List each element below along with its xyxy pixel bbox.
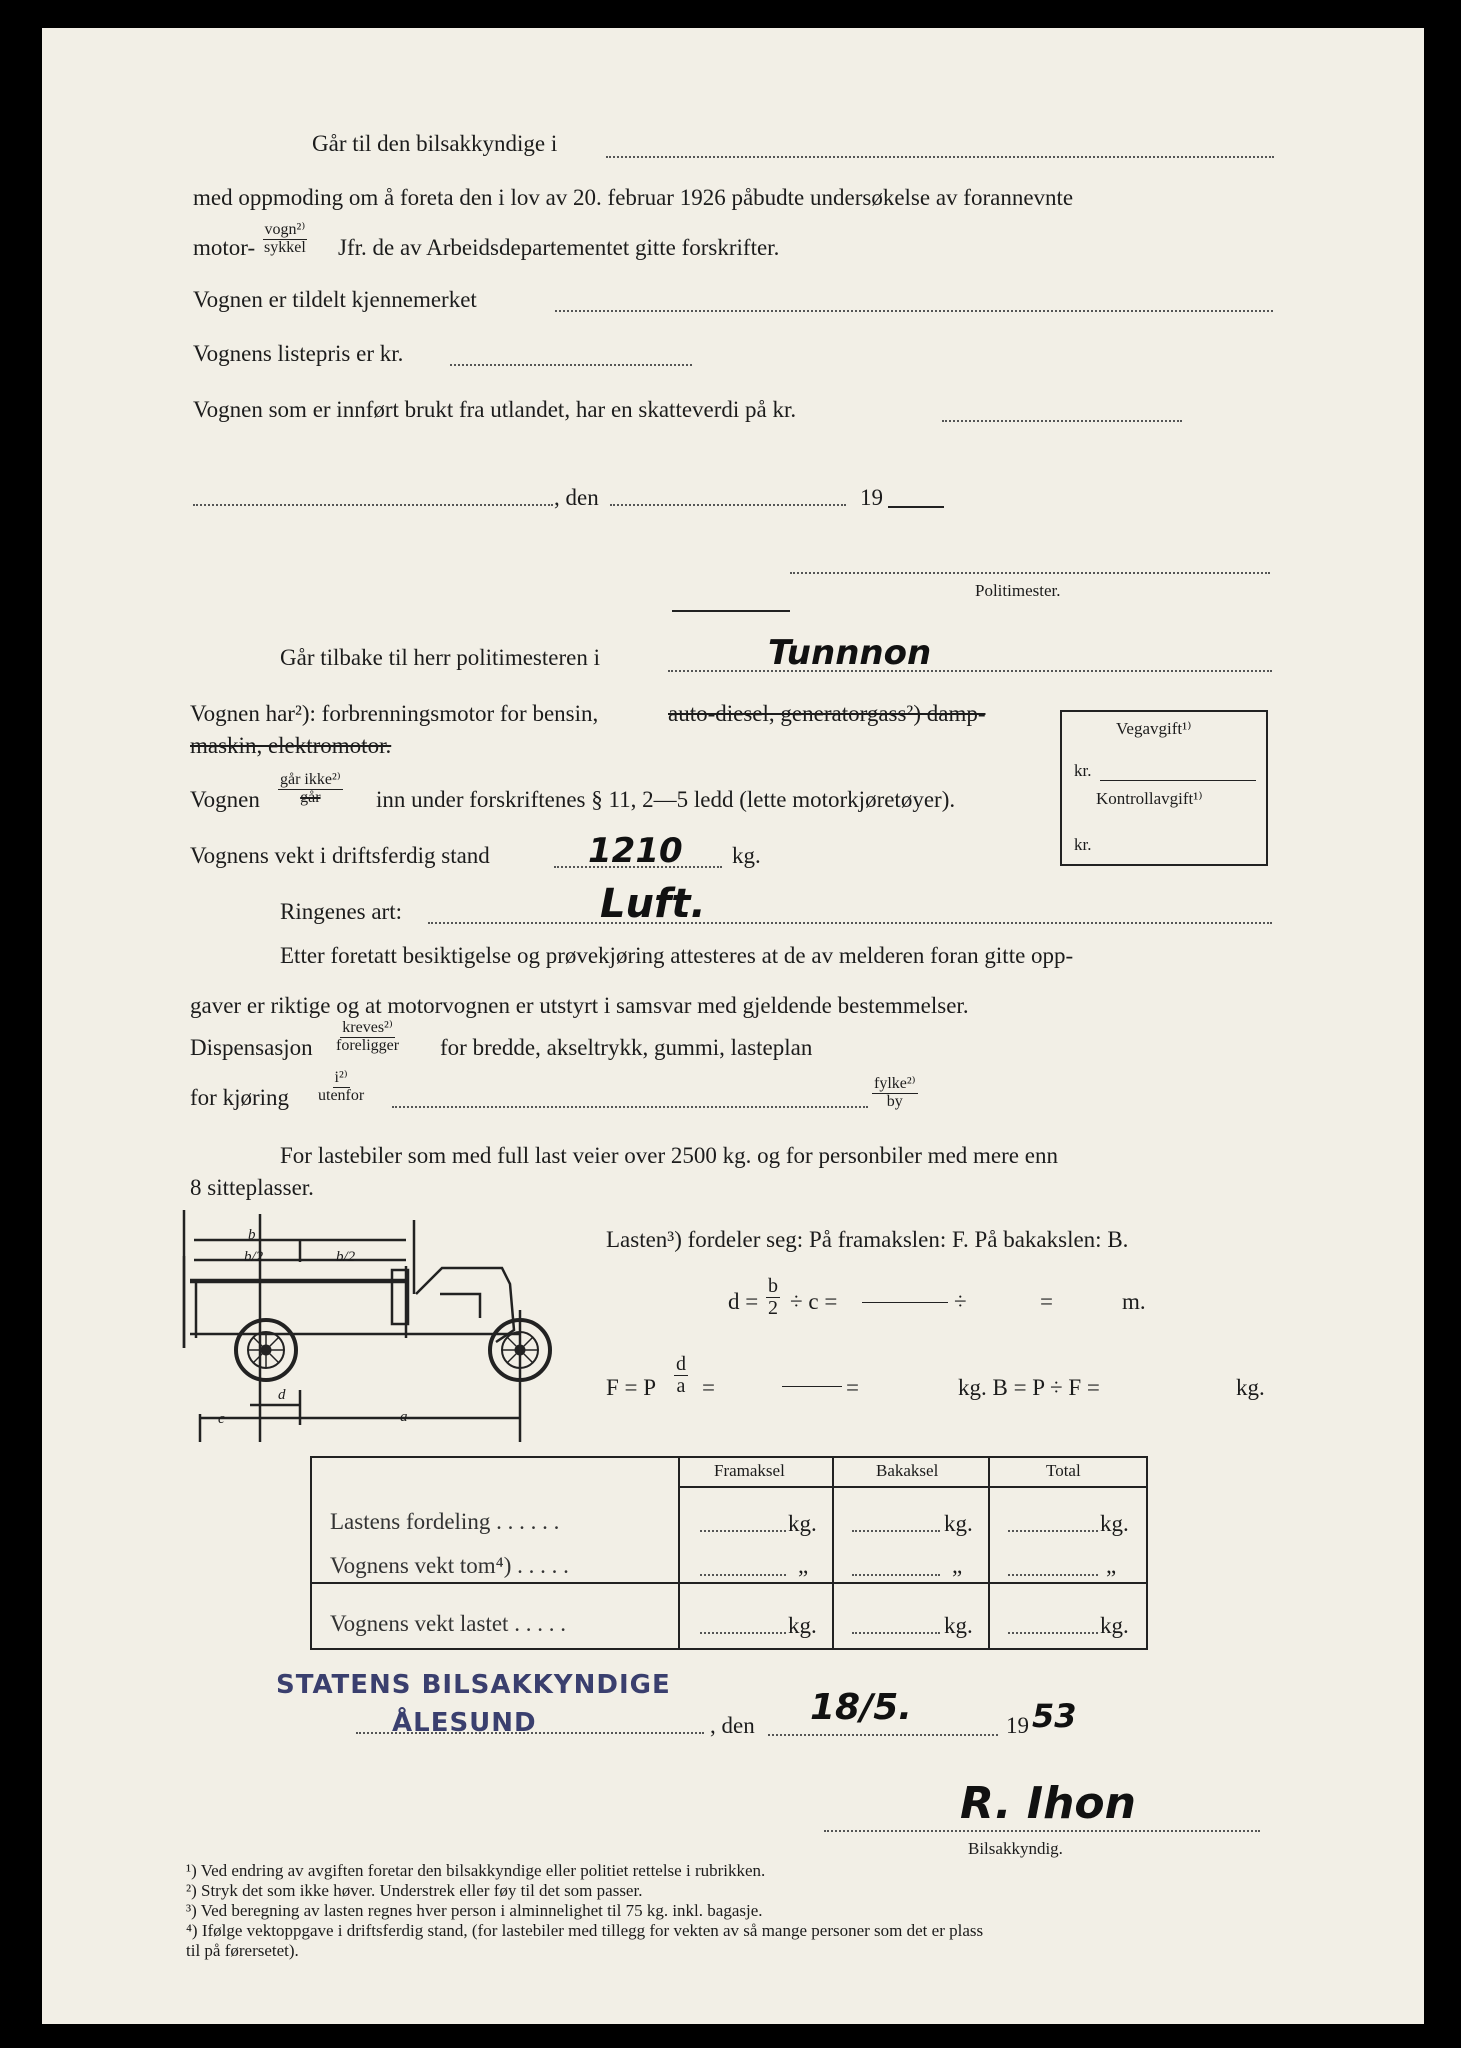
- f-unit-b-formula: kg. B = P ÷ F =: [958, 1375, 1100, 1400]
- return-place-field[interactable]: [668, 670, 1272, 672]
- table-row-divider: [312, 1582, 1146, 1584]
- diagram-label-a: a: [400, 1409, 408, 1425]
- table-cell-field[interactable]: [852, 1632, 940, 1634]
- table-cell-unit: „: [1106, 1553, 1117, 1578]
- vegavgift-label: Vegavgift¹⁾: [1116, 719, 1192, 738]
- lastebil-line-2: 8 sitteplasser.: [190, 1175, 314, 1200]
- kjennemerke-label: Vognen er tildelt kjennemerket: [193, 287, 477, 312]
- signature-year-prefix: 19: [1006, 1713, 1029, 1738]
- bilsakkyndige-prefix: Går til den bilsakkyndige i: [312, 131, 558, 156]
- kjoring-prefix: for kjøring: [190, 1085, 290, 1110]
- kjoring-frac-top: i²⁾: [334, 1069, 348, 1086]
- diagram-label-b-half-left: b/2: [244, 1249, 264, 1265]
- politimester-signature-field[interactable]: [790, 572, 1270, 574]
- diagram-label-b-half-right: b/2: [336, 1249, 356, 1265]
- table-cell-unit: kg.: [1100, 1613, 1129, 1638]
- return-prefix: Går tilbake til herr politimesteren i: [280, 645, 600, 670]
- d-rest: ÷ c =: [790, 1289, 838, 1314]
- table-header-divider: [678, 1486, 1146, 1488]
- motor-prefix: motor-: [193, 235, 256, 260]
- engine-type-label: Vognen har²): forbrenningsmotor for bensin,: [190, 701, 599, 726]
- date-year-prefix: 19: [860, 485, 883, 510]
- skatteverdi-field[interactable]: [942, 420, 1182, 422]
- table-cell-unit: kg.: [944, 1613, 973, 1638]
- f-equals-p: F = P: [606, 1375, 657, 1400]
- vegavgift-kr: kr.: [1074, 761, 1092, 780]
- load-distribution-label: Lasten³) fordeler seg: På framakslen: F. På bakakslen: B.: [606, 1227, 1129, 1252]
- da-frac-bottom: a: [676, 1375, 686, 1397]
- kjennemerke-field[interactable]: [555, 310, 1273, 312]
- date-place-field[interactable]: [193, 504, 553, 506]
- table-header-total: Total: [1046, 1461, 1081, 1480]
- dispensation-prefix: Dispensasjon: [190, 1035, 313, 1060]
- tire-label: Ringenes art:: [280, 899, 402, 924]
- table-cell-unit: kg.: [944, 1511, 973, 1536]
- signature-date-field[interactable]: [768, 1734, 998, 1736]
- kjoring-fraction: [316, 1070, 366, 1104]
- bilsakkyndig-signature-field[interactable]: [824, 1830, 1260, 1832]
- weight-value: 1210: [588, 831, 683, 871]
- signature-comma-den: , den: [710, 1713, 755, 1738]
- attest-line-1: Etter foretatt besiktigelse og prøvekjøring attesteres at de av melderen foran gitte opp-: [280, 943, 1074, 968]
- b-unit: kg.: [1236, 1375, 1265, 1400]
- d-unit: m.: [1122, 1289, 1146, 1314]
- signature-date: 18/5.: [810, 1687, 912, 1728]
- tire-value: Luft.: [600, 881, 706, 927]
- b-frac-bottom: 2: [768, 1297, 778, 1319]
- f-equals-2: =: [702, 1375, 715, 1400]
- table-cell-field[interactable]: [852, 1574, 940, 1576]
- listepris-field[interactable]: [450, 364, 692, 366]
- skatteverdi-label: Vognen som er innført brukt fra utlandet, har en skatteverdi på kr.: [193, 397, 797, 422]
- lastebil-line-1: For lastebiler som med full last veier over 2500 kg. og for personbiler med mere enn: [280, 1143, 1058, 1168]
- tire-field[interactable]: [428, 922, 1272, 924]
- table-row-label: Vognens vekt lastet . . . . .: [330, 1611, 566, 1636]
- diagram-label-d: d: [278, 1387, 286, 1403]
- politimester-label: Politimester.: [975, 581, 1061, 600]
- request-line: med oppmoding om å foreta den i lov av 20. februar 1926 påbudte undersøkelse av forannevnte: [193, 185, 1074, 210]
- table-header-framaksel: Framaksel: [714, 1461, 785, 1480]
- table-cell-unit: kg.: [788, 1613, 817, 1638]
- table-header-bakaksel: Bakaksel: [876, 1461, 939, 1480]
- weight-label: Vognens vekt i driftsferdig stand: [190, 843, 490, 868]
- truck-diagram: [180, 1210, 580, 1450]
- motor-frac-bottom: sykkel: [264, 239, 306, 256]
- table-cell-field[interactable]: [852, 1530, 940, 1532]
- d-divide: ÷: [954, 1289, 967, 1314]
- footnote-3: ³) Ved beregning av lasten regnes hver person i alminnelighet til 75 kg. inkl. bagasje.: [186, 1901, 763, 1920]
- table-row-label: Lastens fordeling . . . . . .: [330, 1509, 560, 1534]
- table-cell-field[interactable]: [700, 1574, 786, 1576]
- fylke-fraction: [872, 1076, 918, 1110]
- bilsakkyndige-field[interactable]: [606, 156, 1274, 158]
- table-row-label: Vognens vekt tom⁴) . . . . .: [330, 1553, 569, 1578]
- gaar-suffix: inn under forskriftenes § 11, 2—5 ledd (lette motorkjøretøyer).: [376, 787, 956, 812]
- kontrollavgift-label: Kontrollavgift¹⁾: [1096, 789, 1203, 808]
- b-frac-top: b: [768, 1275, 778, 1297]
- table-cell-unit: „: [952, 1553, 963, 1578]
- footnote-4-continued: til på førersetet).: [186, 1941, 299, 1960]
- dispensation-fraction: [334, 1020, 401, 1054]
- d-equals-2: =: [1040, 1289, 1053, 1314]
- da-frac-top: d: [676, 1353, 686, 1375]
- table-cell-field[interactable]: [700, 1632, 786, 1634]
- office-stamp-line-2: ÅLESUND: [392, 1708, 537, 1738]
- footnote-1: ¹) Ved endring av avgiften foretar den bilsakkyndige eller politiet rettelse i rubrikken.: [186, 1861, 766, 1880]
- attest-line-2: gaver er riktige og at motorvognen er utstyrt i samsvar med gjeldende bestemmelser.: [190, 993, 969, 1018]
- weight-unit: kg.: [732, 843, 761, 868]
- motor-frac-top: vogn²⁾: [264, 221, 306, 238]
- disp-frac-bottom: foreligger: [336, 1037, 400, 1054]
- d-value-field[interactable]: [862, 1302, 948, 1303]
- date-comma-den: , den: [554, 485, 599, 510]
- section-divider: [672, 610, 790, 612]
- footnote-4: ⁴) Ifølge vektoppgave i driftsferdig stand, (for lastebiler med tillegg for vekten av så mange personer som det er plass: [186, 1921, 984, 1940]
- engine-struck-options-2: maskin, elektromotor.: [190, 733, 392, 758]
- fylke-frac-top: fylke²⁾: [874, 1075, 916, 1092]
- handwritten-place: Tunnnon: [768, 633, 932, 673]
- motor-fraction: [262, 222, 308, 256]
- f-equals-3: =: [846, 1375, 859, 1400]
- gaar-prefix: Vognen: [190, 787, 260, 812]
- table-cell-field[interactable]: [1008, 1574, 1098, 1576]
- date-year-field[interactable]: [888, 506, 944, 508]
- engine-struck-options-1: auto-diesel, generatorgass²) damp-: [668, 701, 986, 726]
- office-stamp-line-1: STATENS BILSAKKYNDIGE: [276, 1670, 671, 1700]
- gaar-fraction: [278, 772, 343, 806]
- diagram-label-c: c: [218, 1411, 225, 1427]
- table-cell-field[interactable]: [1008, 1632, 1098, 1634]
- gaar-frac-bottom: går: [300, 789, 321, 806]
- listepris-label: Vognens listepris er kr.: [193, 341, 404, 366]
- vegavgift-field[interactable]: [1100, 780, 1256, 781]
- d-over-a-fraction: [674, 1354, 688, 1396]
- motor-suffix: Jfr. de av Arbeidsdepartementet gitte forskrifter.: [338, 235, 780, 260]
- fylke-frac-bottom: by: [886, 1093, 903, 1110]
- dispensation-suffix: for bredde, akseltrykk, gummi, lasteplan: [440, 1035, 813, 1060]
- b-half-fraction: [766, 1276, 780, 1318]
- handwritten-signature: R. Ihon: [960, 1778, 1136, 1829]
- table-cell-unit: kg.: [788, 1511, 817, 1536]
- kjoring-field[interactable]: [392, 1106, 868, 1108]
- table-cell-unit: „: [798, 1553, 809, 1578]
- gaar-frac-top: går ikke²⁾: [280, 771, 341, 788]
- signature-year: 53: [1032, 1697, 1077, 1735]
- diagram-label-b: b: [248, 1227, 256, 1243]
- kjoring-frac-bottom: utenfor: [318, 1087, 365, 1104]
- table-cell-unit: kg.: [1100, 1511, 1129, 1536]
- kontrollavgift-kr: kr.: [1074, 835, 1092, 854]
- footnote-2: ²) Stryk det som ikke høver. Understrek eller føy til det som passer.: [186, 1881, 643, 1900]
- disp-frac-top: kreves²⁾: [342, 1019, 393, 1036]
- table-cell-field[interactable]: [1008, 1530, 1098, 1532]
- d-equals: d =: [728, 1289, 759, 1314]
- table-cell-field[interactable]: [700, 1530, 786, 1532]
- bilsakkyndig-label: Bilsakkyndig.: [968, 1839, 1063, 1858]
- f-value-field[interactable]: [782, 1386, 842, 1387]
- date-day-field[interactable]: [610, 504, 846, 506]
